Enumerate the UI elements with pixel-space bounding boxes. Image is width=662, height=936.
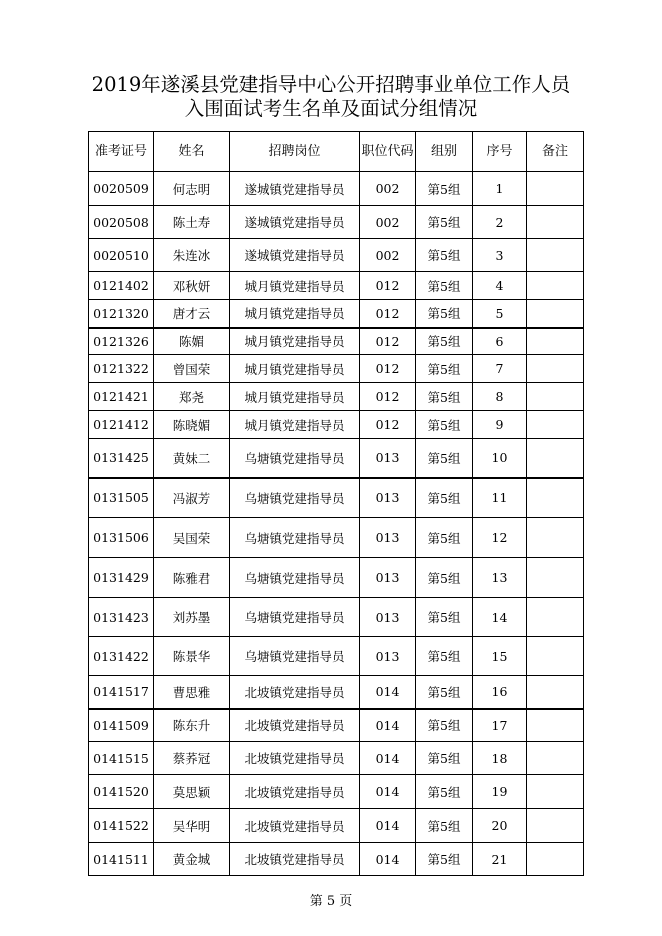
note-cell bbox=[527, 272, 584, 300]
post-cell: 北坡镇党建指导员 bbox=[230, 809, 360, 843]
exam-id-cell: 0141522 bbox=[89, 809, 154, 843]
post-cell: 城月镇党建指导员 bbox=[230, 411, 360, 439]
group-cell: 第5组 bbox=[416, 637, 473, 676]
seq-cell: 18 bbox=[473, 742, 527, 775]
note-cell bbox=[527, 383, 584, 411]
table-row bbox=[89, 709, 584, 742]
seq-cell: 12 bbox=[473, 518, 527, 558]
header-exam-id: 准考证号 bbox=[89, 132, 154, 172]
group-cell: 第5组 bbox=[416, 676, 473, 709]
post-cell: 遂城镇党建指导员 bbox=[230, 172, 360, 206]
group-cell: 第5组 bbox=[416, 206, 473, 239]
name-cell: 唐才云 bbox=[154, 300, 230, 328]
position-code-cell: 012 bbox=[360, 383, 416, 411]
note-cell bbox=[527, 206, 584, 239]
group-cell: 第5组 bbox=[416, 383, 473, 411]
seq-cell: 8 bbox=[473, 383, 527, 411]
note-cell bbox=[527, 775, 584, 809]
name-cell: 陈景华 bbox=[154, 637, 230, 676]
seq-cell: 4 bbox=[473, 272, 527, 300]
exam-id-cell: 0121402 bbox=[89, 272, 154, 300]
exam-id-cell: 0131422 bbox=[89, 637, 154, 676]
exam-id-cell: 0121322 bbox=[89, 355, 154, 383]
table-row bbox=[89, 809, 584, 843]
group-cell: 第5组 bbox=[416, 518, 473, 558]
position-code-cell: 013 bbox=[360, 518, 416, 558]
name-cell: 曾国荣 bbox=[154, 355, 230, 383]
seq-cell: 10 bbox=[473, 439, 527, 478]
name-cell: 刘苏墨 bbox=[154, 598, 230, 637]
table-row bbox=[89, 598, 584, 637]
name-cell: 陈土寿 bbox=[154, 206, 230, 239]
post-cell: 乌塘镇党建指导员 bbox=[230, 518, 360, 558]
table-row bbox=[89, 383, 584, 411]
seq-cell: 2 bbox=[473, 206, 527, 239]
seq-cell: 9 bbox=[473, 411, 527, 439]
position-code-cell: 012 bbox=[360, 272, 416, 300]
header-seq: 序号 bbox=[473, 132, 527, 172]
group-cell: 第5组 bbox=[416, 439, 473, 478]
post-cell: 乌塘镇党建指导员 bbox=[230, 478, 360, 518]
group-cell: 第5组 bbox=[416, 300, 473, 328]
note-cell bbox=[527, 439, 584, 478]
note-cell bbox=[527, 478, 584, 518]
exam-id-cell: 0141517 bbox=[89, 676, 154, 709]
name-cell: 冯淑芳 bbox=[154, 478, 230, 518]
table-row bbox=[89, 300, 584, 328]
post-cell: 遂城镇党建指导员 bbox=[230, 206, 360, 239]
name-cell: 莫思颖 bbox=[154, 775, 230, 809]
header-group: 组别 bbox=[416, 132, 473, 172]
seq-cell: 16 bbox=[473, 676, 527, 709]
table-row bbox=[89, 328, 584, 355]
seq-cell: 3 bbox=[473, 239, 527, 272]
position-code-cell: 012 bbox=[360, 300, 416, 328]
name-cell: 黄金城 bbox=[154, 843, 230, 876]
exam-id-cell: 0020509 bbox=[89, 172, 154, 206]
exam-id-cell: 0131505 bbox=[89, 478, 154, 518]
post-cell: 城月镇党建指导员 bbox=[230, 328, 360, 355]
name-cell: 何志明 bbox=[154, 172, 230, 206]
note-cell bbox=[527, 239, 584, 272]
position-code-cell: 002 bbox=[360, 239, 416, 272]
post-cell: 乌塘镇党建指导员 bbox=[230, 439, 360, 478]
post-cell: 北坡镇党建指导员 bbox=[230, 843, 360, 876]
position-code-cell: 012 bbox=[360, 411, 416, 439]
note-cell bbox=[527, 742, 584, 775]
seq-cell: 20 bbox=[473, 809, 527, 843]
post-cell: 城月镇党建指导员 bbox=[230, 355, 360, 383]
seq-cell: 19 bbox=[473, 775, 527, 809]
group-cell: 第5组 bbox=[416, 598, 473, 637]
group-cell: 第5组 bbox=[416, 709, 473, 742]
position-code-cell: 013 bbox=[360, 439, 416, 478]
post-cell: 乌塘镇党建指导员 bbox=[230, 558, 360, 598]
exam-id-cell: 0131506 bbox=[89, 518, 154, 558]
position-code-cell: 014 bbox=[360, 676, 416, 709]
header-name: 姓名 bbox=[154, 132, 230, 172]
table-row bbox=[89, 843, 584, 876]
exam-id-cell: 0131425 bbox=[89, 439, 154, 478]
position-code-cell: 013 bbox=[360, 637, 416, 676]
exam-id-cell: 0121326 bbox=[89, 328, 154, 355]
position-code-cell: 014 bbox=[360, 775, 416, 809]
table-row bbox=[89, 775, 584, 809]
seq-cell: 7 bbox=[473, 355, 527, 383]
seq-cell: 6 bbox=[473, 328, 527, 355]
name-cell: 吴华明 bbox=[154, 809, 230, 843]
position-code-cell: 012 bbox=[360, 355, 416, 383]
note-cell bbox=[527, 676, 584, 709]
exam-id-cell: 0141511 bbox=[89, 843, 154, 876]
position-code-cell: 013 bbox=[360, 598, 416, 637]
group-cell: 第5组 bbox=[416, 809, 473, 843]
post-cell: 北坡镇党建指导员 bbox=[230, 742, 360, 775]
table-row bbox=[89, 742, 584, 775]
position-code-cell: 014 bbox=[360, 709, 416, 742]
note-cell bbox=[527, 598, 584, 637]
position-code-cell: 014 bbox=[360, 843, 416, 876]
name-cell: 黄妹二 bbox=[154, 439, 230, 478]
post-cell: 乌塘镇党建指导员 bbox=[230, 598, 360, 637]
post-cell: 北坡镇党建指导员 bbox=[230, 709, 360, 742]
document-title-line-2: 入围面试考生名单及面试分组情况 bbox=[184, 97, 478, 120]
seq-cell: 5 bbox=[473, 300, 527, 328]
note-cell bbox=[527, 411, 584, 439]
table-row bbox=[89, 558, 584, 598]
table-row bbox=[89, 355, 584, 383]
exam-id-cell: 0131423 bbox=[89, 598, 154, 637]
table-header-row bbox=[89, 132, 584, 172]
table-row bbox=[89, 172, 584, 206]
position-code-cell: 014 bbox=[360, 742, 416, 775]
document-title-line-1: 2019年遂溪县党建指导中心公开招聘事业单位工作人员 bbox=[91, 73, 571, 96]
table-row bbox=[89, 676, 584, 709]
group-cell: 第5组 bbox=[416, 843, 473, 876]
header-note: 备注 bbox=[527, 132, 584, 172]
name-cell: 蔡荞冠 bbox=[154, 742, 230, 775]
group-cell: 第5组 bbox=[416, 272, 473, 300]
note-cell bbox=[527, 328, 584, 355]
exam-id-cell: 0121412 bbox=[89, 411, 154, 439]
exam-id-cell: 0141515 bbox=[89, 742, 154, 775]
group-cell: 第5组 bbox=[416, 328, 473, 355]
note-cell bbox=[527, 518, 584, 558]
exam-id-cell: 0141520 bbox=[89, 775, 154, 809]
name-cell: 陈晓媚 bbox=[154, 411, 230, 439]
seq-cell: 15 bbox=[473, 637, 527, 676]
page-number: 第 5 页 bbox=[309, 894, 353, 909]
table-row bbox=[89, 478, 584, 518]
table-row bbox=[89, 637, 584, 676]
note-cell bbox=[527, 809, 584, 843]
seq-cell: 14 bbox=[473, 598, 527, 637]
exam-id-cell: 0121320 bbox=[89, 300, 154, 328]
post-cell: 城月镇党建指导员 bbox=[230, 300, 360, 328]
table-row bbox=[89, 518, 584, 558]
name-cell: 郑尧 bbox=[154, 383, 230, 411]
note-cell bbox=[527, 558, 584, 598]
note-cell bbox=[527, 843, 584, 876]
note-cell bbox=[527, 709, 584, 742]
post-cell: 城月镇党建指导员 bbox=[230, 383, 360, 411]
group-cell: 第5组 bbox=[416, 742, 473, 775]
name-cell: 陈媚 bbox=[154, 328, 230, 355]
note-cell bbox=[527, 172, 584, 206]
seq-cell: 13 bbox=[473, 558, 527, 598]
seq-cell: 21 bbox=[473, 843, 527, 876]
post-cell: 北坡镇党建指导员 bbox=[230, 676, 360, 709]
seq-cell: 17 bbox=[473, 709, 527, 742]
note-cell bbox=[527, 637, 584, 676]
group-cell: 第5组 bbox=[416, 478, 473, 518]
name-cell: 陈雅君 bbox=[154, 558, 230, 598]
group-cell: 第5组 bbox=[416, 355, 473, 383]
group-cell: 第5组 bbox=[416, 172, 473, 206]
exam-id-cell: 0020510 bbox=[89, 239, 154, 272]
seq-cell: 1 bbox=[473, 172, 527, 206]
seq-cell: 11 bbox=[473, 478, 527, 518]
note-cell bbox=[527, 300, 584, 328]
header-position-code: 职位代码 bbox=[360, 132, 416, 172]
name-cell: 邓秋妍 bbox=[154, 272, 230, 300]
position-code-cell: 002 bbox=[360, 172, 416, 206]
position-code-cell: 014 bbox=[360, 809, 416, 843]
post-cell: 城月镇党建指导员 bbox=[230, 272, 360, 300]
table-row bbox=[89, 239, 584, 272]
group-cell: 第5组 bbox=[416, 411, 473, 439]
name-cell: 曹思雅 bbox=[154, 676, 230, 709]
note-cell bbox=[527, 355, 584, 383]
header-post: 招聘岗位 bbox=[230, 132, 360, 172]
name-cell: 朱连冰 bbox=[154, 239, 230, 272]
position-code-cell: 013 bbox=[360, 478, 416, 518]
group-cell: 第5组 bbox=[416, 239, 473, 272]
table-row bbox=[89, 411, 584, 439]
group-cell: 第5组 bbox=[416, 558, 473, 598]
exam-id-cell: 0141509 bbox=[89, 709, 154, 742]
table-row bbox=[89, 272, 584, 300]
post-cell: 乌塘镇党建指导员 bbox=[230, 637, 360, 676]
table-row bbox=[89, 206, 584, 239]
position-code-cell: 013 bbox=[360, 558, 416, 598]
group-cell: 第5组 bbox=[416, 775, 473, 809]
table-row bbox=[89, 439, 584, 478]
position-code-cell: 002 bbox=[360, 206, 416, 239]
exam-id-cell: 0020508 bbox=[89, 206, 154, 239]
post-cell: 北坡镇党建指导员 bbox=[230, 775, 360, 809]
name-cell: 陈东升 bbox=[154, 709, 230, 742]
position-code-cell: 012 bbox=[360, 328, 416, 355]
exam-id-cell: 0121421 bbox=[89, 383, 154, 411]
exam-id-cell: 0131429 bbox=[89, 558, 154, 598]
post-cell: 遂城镇党建指导员 bbox=[230, 239, 360, 272]
candidate-table bbox=[88, 131, 584, 876]
name-cell: 吴国荣 bbox=[154, 518, 230, 558]
